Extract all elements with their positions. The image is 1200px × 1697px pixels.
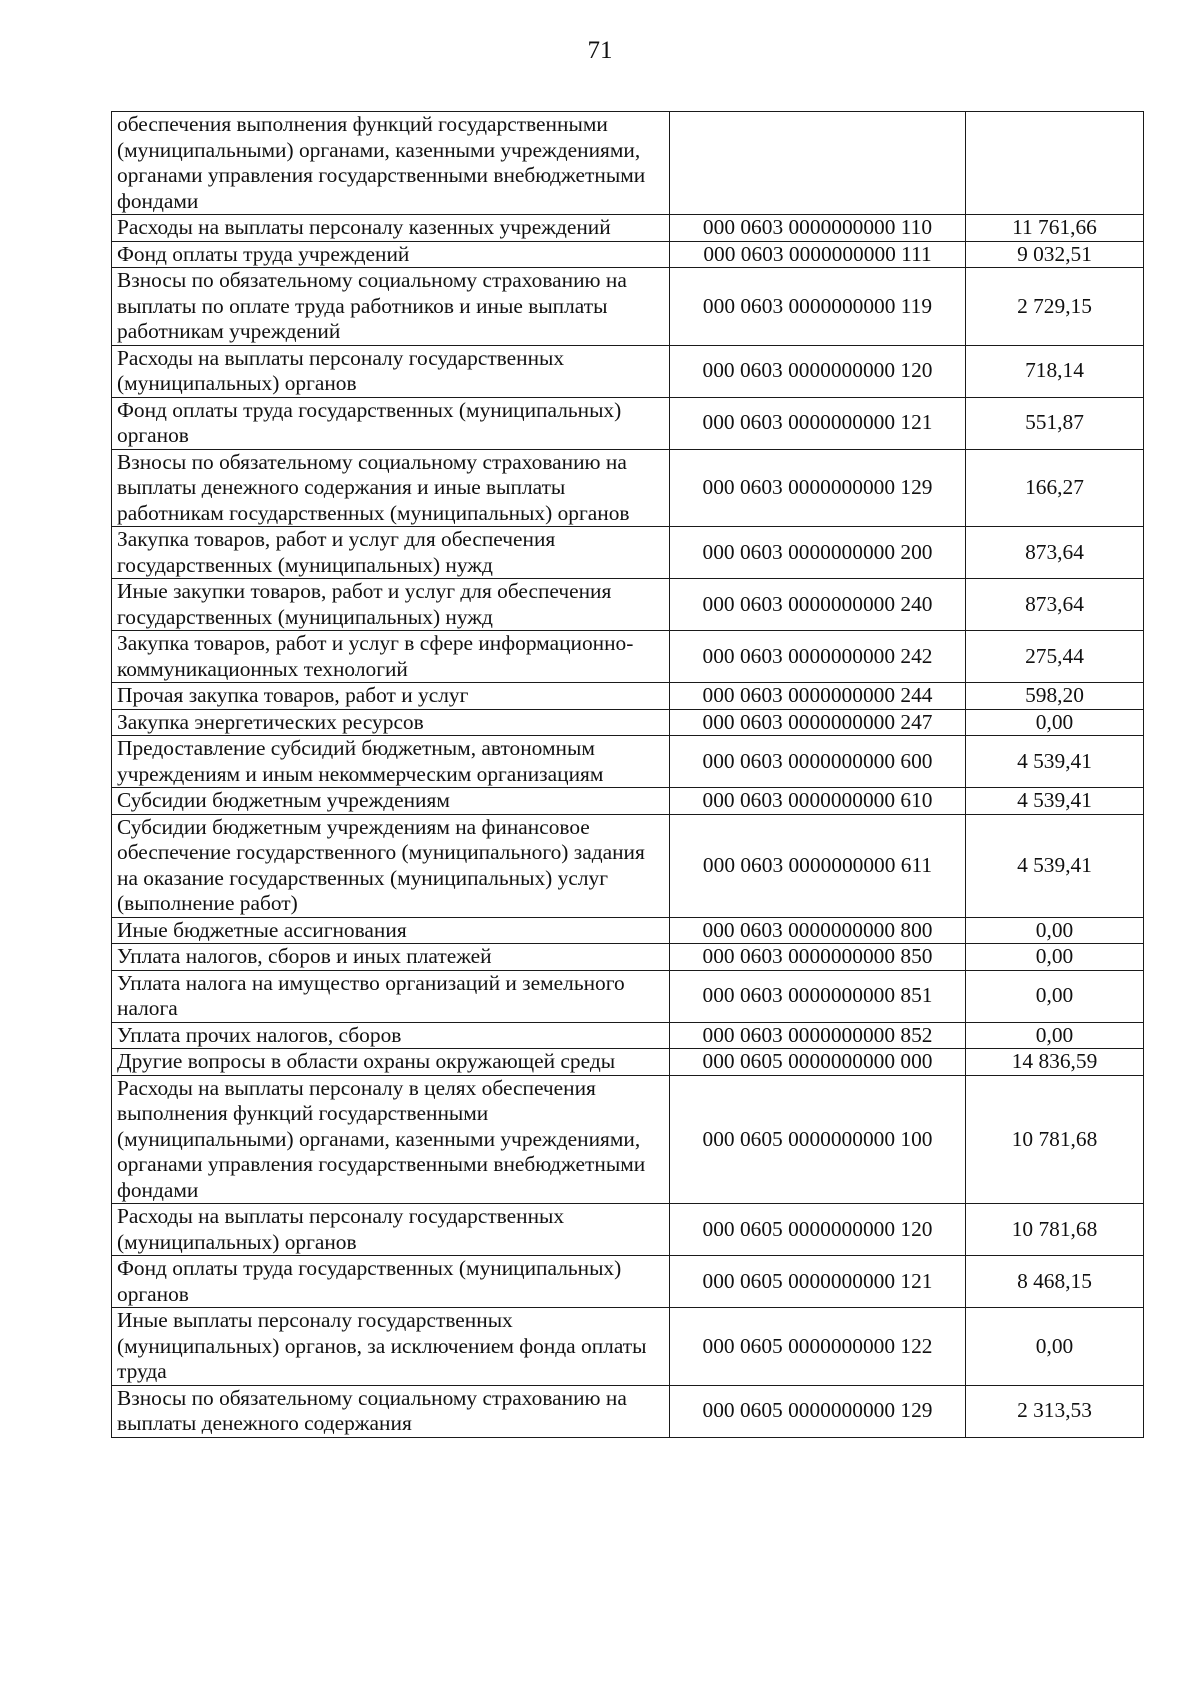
table-row [112, 970, 1144, 1022]
table-row [112, 683, 1144, 710]
row-code: 000 0605 0000000000 000 [670, 1049, 966, 1076]
row-code: 000 0605 0000000000 121 [670, 1256, 966, 1308]
row-name: Расходы на выплаты персоналу в целях обеспечения выполнения функций государственными (муниципальными) органами, казенными учреждениями, органами управления государственными внебюджетными фондами [112, 1075, 670, 1204]
table-row [112, 1385, 1144, 1437]
row-name: Уплата прочих налогов, сборов [112, 1022, 670, 1049]
row-name: Расходы на выплаты персоналу государственных (муниципальных) органов [112, 345, 670, 397]
row-name: Закупка товаров, работ и услуг для обеспечения государственных (муниципальных) нужд [112, 527, 670, 579]
row-code: 000 0603 0000000000 600 [670, 736, 966, 788]
table-row [112, 241, 1144, 268]
row-code: 000 0605 0000000000 120 [670, 1204, 966, 1256]
row-code: 000 0603 0000000000 111 [670, 241, 966, 268]
table-row [112, 268, 1144, 346]
row-code: 000 0603 0000000000 129 [670, 449, 966, 527]
table-row [112, 788, 1144, 815]
row-code: 000 0603 0000000000 121 [670, 397, 966, 449]
table-row [112, 345, 1144, 397]
row-name: Взносы по обязательному социальному страхованию на выплаты денежного содержания [112, 1385, 670, 1437]
row-code: 000 0603 0000000000 119 [670, 268, 966, 346]
row-amount: 2 313,53 [966, 1385, 1144, 1437]
row-name: Другие вопросы в области охраны окружающей среды [112, 1049, 670, 1076]
table-row [112, 397, 1144, 449]
row-amount: 598,20 [966, 683, 1144, 710]
row-code: 000 0603 0000000000 852 [670, 1022, 966, 1049]
table-row [112, 579, 1144, 631]
row-amount: 4 539,41 [966, 814, 1144, 917]
table-row [112, 917, 1144, 944]
table-row [112, 1075, 1144, 1204]
row-amount: 11 761,66 [966, 215, 1144, 242]
table-row [112, 709, 1144, 736]
row-name: Фонд оплаты труда государственных (муниципальных) органов [112, 397, 670, 449]
row-code: 000 0603 0000000000 120 [670, 345, 966, 397]
row-code: 000 0603 0000000000 610 [670, 788, 966, 815]
row-code: 000 0603 0000000000 200 [670, 527, 966, 579]
row-amount: 14 836,59 [966, 1049, 1144, 1076]
row-name: Фонд оплаты труда учреждений [112, 241, 670, 268]
row-amount: 4 539,41 [966, 788, 1144, 815]
row-code: 000 0605 0000000000 129 [670, 1385, 966, 1437]
row-amount: 873,64 [966, 527, 1144, 579]
table-row [112, 1308, 1144, 1386]
table-row [112, 1256, 1144, 1308]
row-name: Взносы по обязательному социальному страхованию на выплаты по оплате труда работников и иные выплаты работникам учреждений [112, 268, 670, 346]
row-amount: 9 032,51 [966, 241, 1144, 268]
row-name: Иные закупки товаров, работ и услуг для обеспечения государственных (муниципальных) нужд [112, 579, 670, 631]
row-code: 000 0605 0000000000 100 [670, 1075, 966, 1204]
row-code: 000 0603 0000000000 611 [670, 814, 966, 917]
row-name: Предоставление субсидий бюджетным, автономным учреждениям и иным некоммерческим организациям [112, 736, 670, 788]
table-row [112, 736, 1144, 788]
row-amount: 0,00 [966, 917, 1144, 944]
page-number: 71 [587, 37, 613, 64]
row-amount: 551,87 [966, 397, 1144, 449]
table-row [112, 215, 1144, 242]
row-amount: 2 729,15 [966, 268, 1144, 346]
row-name: Фонд оплаты труда государственных (муниципальных) органов [112, 1256, 670, 1308]
row-name: Прочая закупка товаров, работ и услуг [112, 683, 670, 710]
row-amount: 0,00 [966, 970, 1144, 1022]
row-name: Иные бюджетные ассигнования [112, 917, 670, 944]
table-body [112, 112, 1144, 1438]
row-name: Взносы по обязательному социальному страхованию на выплаты денежного содержания и иные выплаты работникам государственных (муниципальных) органов [112, 449, 670, 527]
row-name: Иные выплаты персоналу государственных (муниципальных) органов, за исключением фонда оплаты труда [112, 1308, 670, 1386]
row-code: 000 0603 0000000000 244 [670, 683, 966, 710]
row-amount: 4 539,41 [966, 736, 1144, 788]
row-amount: 8 468,15 [966, 1256, 1144, 1308]
row-amount: 0,00 [966, 1022, 1144, 1049]
table-row [112, 631, 1144, 683]
table-row [112, 814, 1144, 917]
row-name: Уплата налога на имущество организаций и земельного налога [112, 970, 670, 1022]
row-amount: 10 781,68 [966, 1204, 1144, 1256]
row-code: 000 0603 0000000000 247 [670, 709, 966, 736]
row-code: 000 0603 0000000000 851 [670, 970, 966, 1022]
row-amount: 873,64 [966, 579, 1144, 631]
table-row [112, 449, 1144, 527]
row-code: 000 0603 0000000000 850 [670, 944, 966, 971]
table-row [112, 1049, 1144, 1076]
row-name: Расходы на выплаты персоналу государственных (муниципальных) органов [112, 1204, 670, 1256]
row-name: обеспечения выполнения функций государственными (муниципальными) органами, казенными учреждениями, органами управления государственными внебюджетными фондами [112, 112, 670, 215]
row-amount: 275,44 [966, 631, 1144, 683]
row-code: 000 0603 0000000000 110 [670, 215, 966, 242]
table-row [112, 944, 1144, 971]
row-amount: 0,00 [966, 1308, 1144, 1386]
row-code: 000 0605 0000000000 122 [670, 1308, 966, 1386]
budget-table [111, 111, 1144, 1438]
table-row [112, 1204, 1144, 1256]
row-amount: 0,00 [966, 944, 1144, 971]
row-name: Субсидии бюджетным учреждениям [112, 788, 670, 815]
row-amount: 718,14 [966, 345, 1144, 397]
row-name: Закупка товаров, работ и услуг в сфере информационно-коммуникационных технологий [112, 631, 670, 683]
row-amount: 166,27 [966, 449, 1144, 527]
row-amount: 10 781,68 [966, 1075, 1144, 1204]
table-row [112, 527, 1144, 579]
row-code [670, 112, 966, 215]
row-code: 000 0603 0000000000 800 [670, 917, 966, 944]
row-amount: 0,00 [966, 709, 1144, 736]
row-code: 000 0603 0000000000 242 [670, 631, 966, 683]
row-code: 000 0603 0000000000 240 [670, 579, 966, 631]
row-amount [966, 112, 1144, 215]
table-row [112, 112, 1144, 215]
table-row [112, 1022, 1144, 1049]
row-name: Уплата налогов, сборов и иных платежей [112, 944, 670, 971]
row-name: Субсидии бюджетным учреждениям на финансовое обеспечение государственного (муниципального) задания на оказание государственных (муниципальных) услуг (выполнение работ) [112, 814, 670, 917]
row-name: Закупка энергетических ресурсов [112, 709, 670, 736]
row-name: Расходы на выплаты персоналу казенных учреждений [112, 215, 670, 242]
